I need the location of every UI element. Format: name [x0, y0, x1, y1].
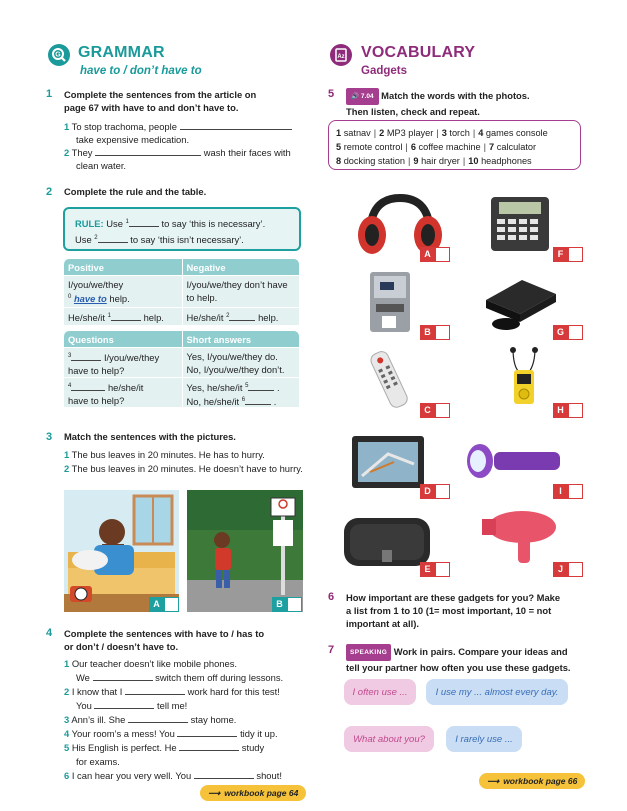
answer-box[interactable]	[568, 325, 583, 340]
photo-remote-control	[360, 348, 420, 410]
answer-box[interactable]	[435, 484, 450, 499]
answer-gap[interactable]	[180, 122, 292, 130]
workbook-link-64[interactable]: ⟶ workbook page 64	[200, 785, 306, 801]
answer-gap[interactable]	[98, 235, 128, 243]
photo-satnav	[348, 432, 428, 492]
answer-box[interactable]	[568, 247, 583, 262]
svg-text:G: G	[55, 51, 61, 59]
photo-label-d[interactable]: D	[420, 484, 450, 499]
exercise-instruction: page 67 with have to and don’t have to.	[64, 102, 239, 113]
exercise-2: 2 Complete the rule and the table.	[46, 186, 207, 198]
word-box: 1 satnav | 2 MP3 player | 3 torch | 4 games console 5 remote control | 6 coffee machine | 7 calculator 8 docking station | 9 hair dryer | 10 headphones	[328, 120, 581, 170]
picture-b-bus-stop	[187, 490, 303, 612]
positive-negative-table: Positive Negative I/you/we/they $^0$ have to help. I/you/we/they don’t have to help. He/she/it $^1$ help. He/she/it $^2$ help.	[64, 259, 299, 325]
picture-a-label[interactable]: A	[149, 597, 179, 612]
photo-docking-station	[342, 510, 432, 570]
photo-mp3-player	[505, 346, 545, 408]
answer-box[interactable]	[435, 562, 450, 577]
rule-box: RULE: Use $^1$ to say ‘this is necessary’. Use $^2$ to say ‘this isn’t necessary’.	[63, 207, 301, 251]
photo-hair-dryer	[478, 505, 568, 567]
answer-gap[interactable]	[94, 701, 154, 709]
photo-games-console	[478, 272, 560, 332]
photo-label-e[interactable]: E	[420, 562, 450, 577]
exercise-4: 4 Complete the sentences with have to / has to or don’t / doesn’t have to. 1 Our teacher doesn’t like mobile phones. We switch them off during lessons. 2 I know that I work hard for this test! You tell me! 3 Ann’s ill. She stay home. 4 Your room’s a mess! You tidy it up. 5 His English is perfect. He study for exams. 6 I can hear you very well. You shout!	[46, 627, 284, 781]
speech-bubble: I often use ...	[344, 679, 416, 705]
photo-label-i[interactable]: I	[553, 484, 583, 499]
answer-gap[interactable]	[93, 673, 153, 681]
answer-gap[interactable]	[71, 353, 101, 361]
photo-label-g[interactable]: G	[553, 325, 583, 340]
photo-label-c[interactable]: C	[420, 403, 450, 418]
exercise-7: 7 SPEAKING Work in pairs. Compare your ideas and tell your partner how often you use these gadgets.	[328, 644, 571, 673]
answer-box[interactable]	[568, 562, 583, 577]
exercise-6: 6 How important are these gadgets for you? Make a list from 1 to 10 (1= most important, 10 = not important at all).	[328, 591, 561, 629]
answer-box[interactable]	[287, 597, 302, 612]
workbook-link-66[interactable]: ⟶ workbook page 66	[479, 773, 585, 789]
speaker-icon: 🔊	[351, 93, 360, 100]
exercise-number: 1	[46, 88, 53, 100]
audio-track-badge[interactable]: 🔊 7.04	[346, 88, 379, 105]
photo-label-j[interactable]: J	[553, 562, 583, 577]
answer-gap[interactable]	[229, 313, 255, 321]
answer-gap[interactable]	[179, 743, 239, 751]
grammar-icon	[48, 44, 70, 66]
photo-label-f[interactable]: F	[553, 247, 583, 262]
photo-label-h[interactable]: H	[553, 403, 583, 418]
speaking-badge: SPEAKING	[346, 644, 391, 661]
answer-gap[interactable]	[95, 148, 201, 156]
vocabulary-title: VOCABULARY	[361, 44, 476, 61]
answer-box[interactable]	[435, 325, 450, 340]
picture-b-label[interactable]: B	[272, 597, 302, 612]
answer-gap[interactable]	[71, 383, 105, 391]
answer-box[interactable]	[568, 403, 583, 418]
svg-text:Az: Az	[337, 54, 345, 60]
answer-gap[interactable]	[248, 383, 274, 391]
questions-answers-table: Questions Short answers $^3$ I/you/we/they have to help? Yes, I/you/we/they do. No, I/you/we/they don’t. $^4$ he/she/it have to help? Yes, he/she/it $^5$ . No, he/she/it $^6$ .	[64, 331, 299, 407]
photo-torch	[464, 438, 564, 483]
answer-gap[interactable]	[245, 397, 271, 405]
answer-gap[interactable]	[128, 715, 188, 723]
answer-box[interactable]	[435, 403, 450, 418]
picture-a-bedroom	[64, 490, 179, 612]
grammar-title: GRAMMAR	[78, 44, 165, 61]
answer-gap[interactable]	[129, 219, 159, 227]
answer-gap[interactable]	[125, 687, 185, 695]
photo-label-a[interactable]: A	[420, 247, 450, 262]
speech-bubble: I use my ... almost every day.	[426, 679, 568, 705]
answer-gap[interactable]	[111, 313, 141, 321]
answer-gap[interactable]	[177, 729, 237, 737]
vocabulary-subtitle: Gadgets	[361, 65, 408, 77]
answer-box[interactable]	[164, 597, 179, 612]
exercise-instruction: Complete the sentences from the article on	[64, 89, 257, 100]
exercise-3: 3 Match the sentences with the pictures. 1 The bus leaves in 20 minutes. He has to hurry. 2 The bus leaves in 20 minutes. He doesn’t have to hurry.	[46, 431, 303, 474]
vocabulary-icon	[330, 44, 352, 66]
photo-label-b[interactable]: B	[420, 325, 450, 340]
speech-bubble: I rarely use ...	[446, 726, 522, 752]
exercise-5: 5 🔊 7.04 Match the words with the photos. Then listen, check and repeat.	[328, 88, 530, 117]
photo-coffee-machine	[360, 270, 420, 335]
grammar-subtitle: have to / don’t have to	[80, 65, 202, 77]
arrow-right-icon: ⟶	[208, 787, 221, 798]
answer-box[interactable]	[568, 484, 583, 499]
photo-calculator	[485, 193, 555, 253]
arrow-right-icon: ⟶	[487, 775, 500, 786]
speech-bubble: What about you?	[344, 726, 434, 752]
exercise-1: 1 Complete the sentences from the article on page 67 with have to and don’t have to. 1 To stop trachoma, people take expensive medication. 2 They wash their faces with clean water.	[46, 88, 291, 171]
answer-box[interactable]	[435, 247, 450, 262]
answer-gap[interactable]	[194, 771, 254, 779]
